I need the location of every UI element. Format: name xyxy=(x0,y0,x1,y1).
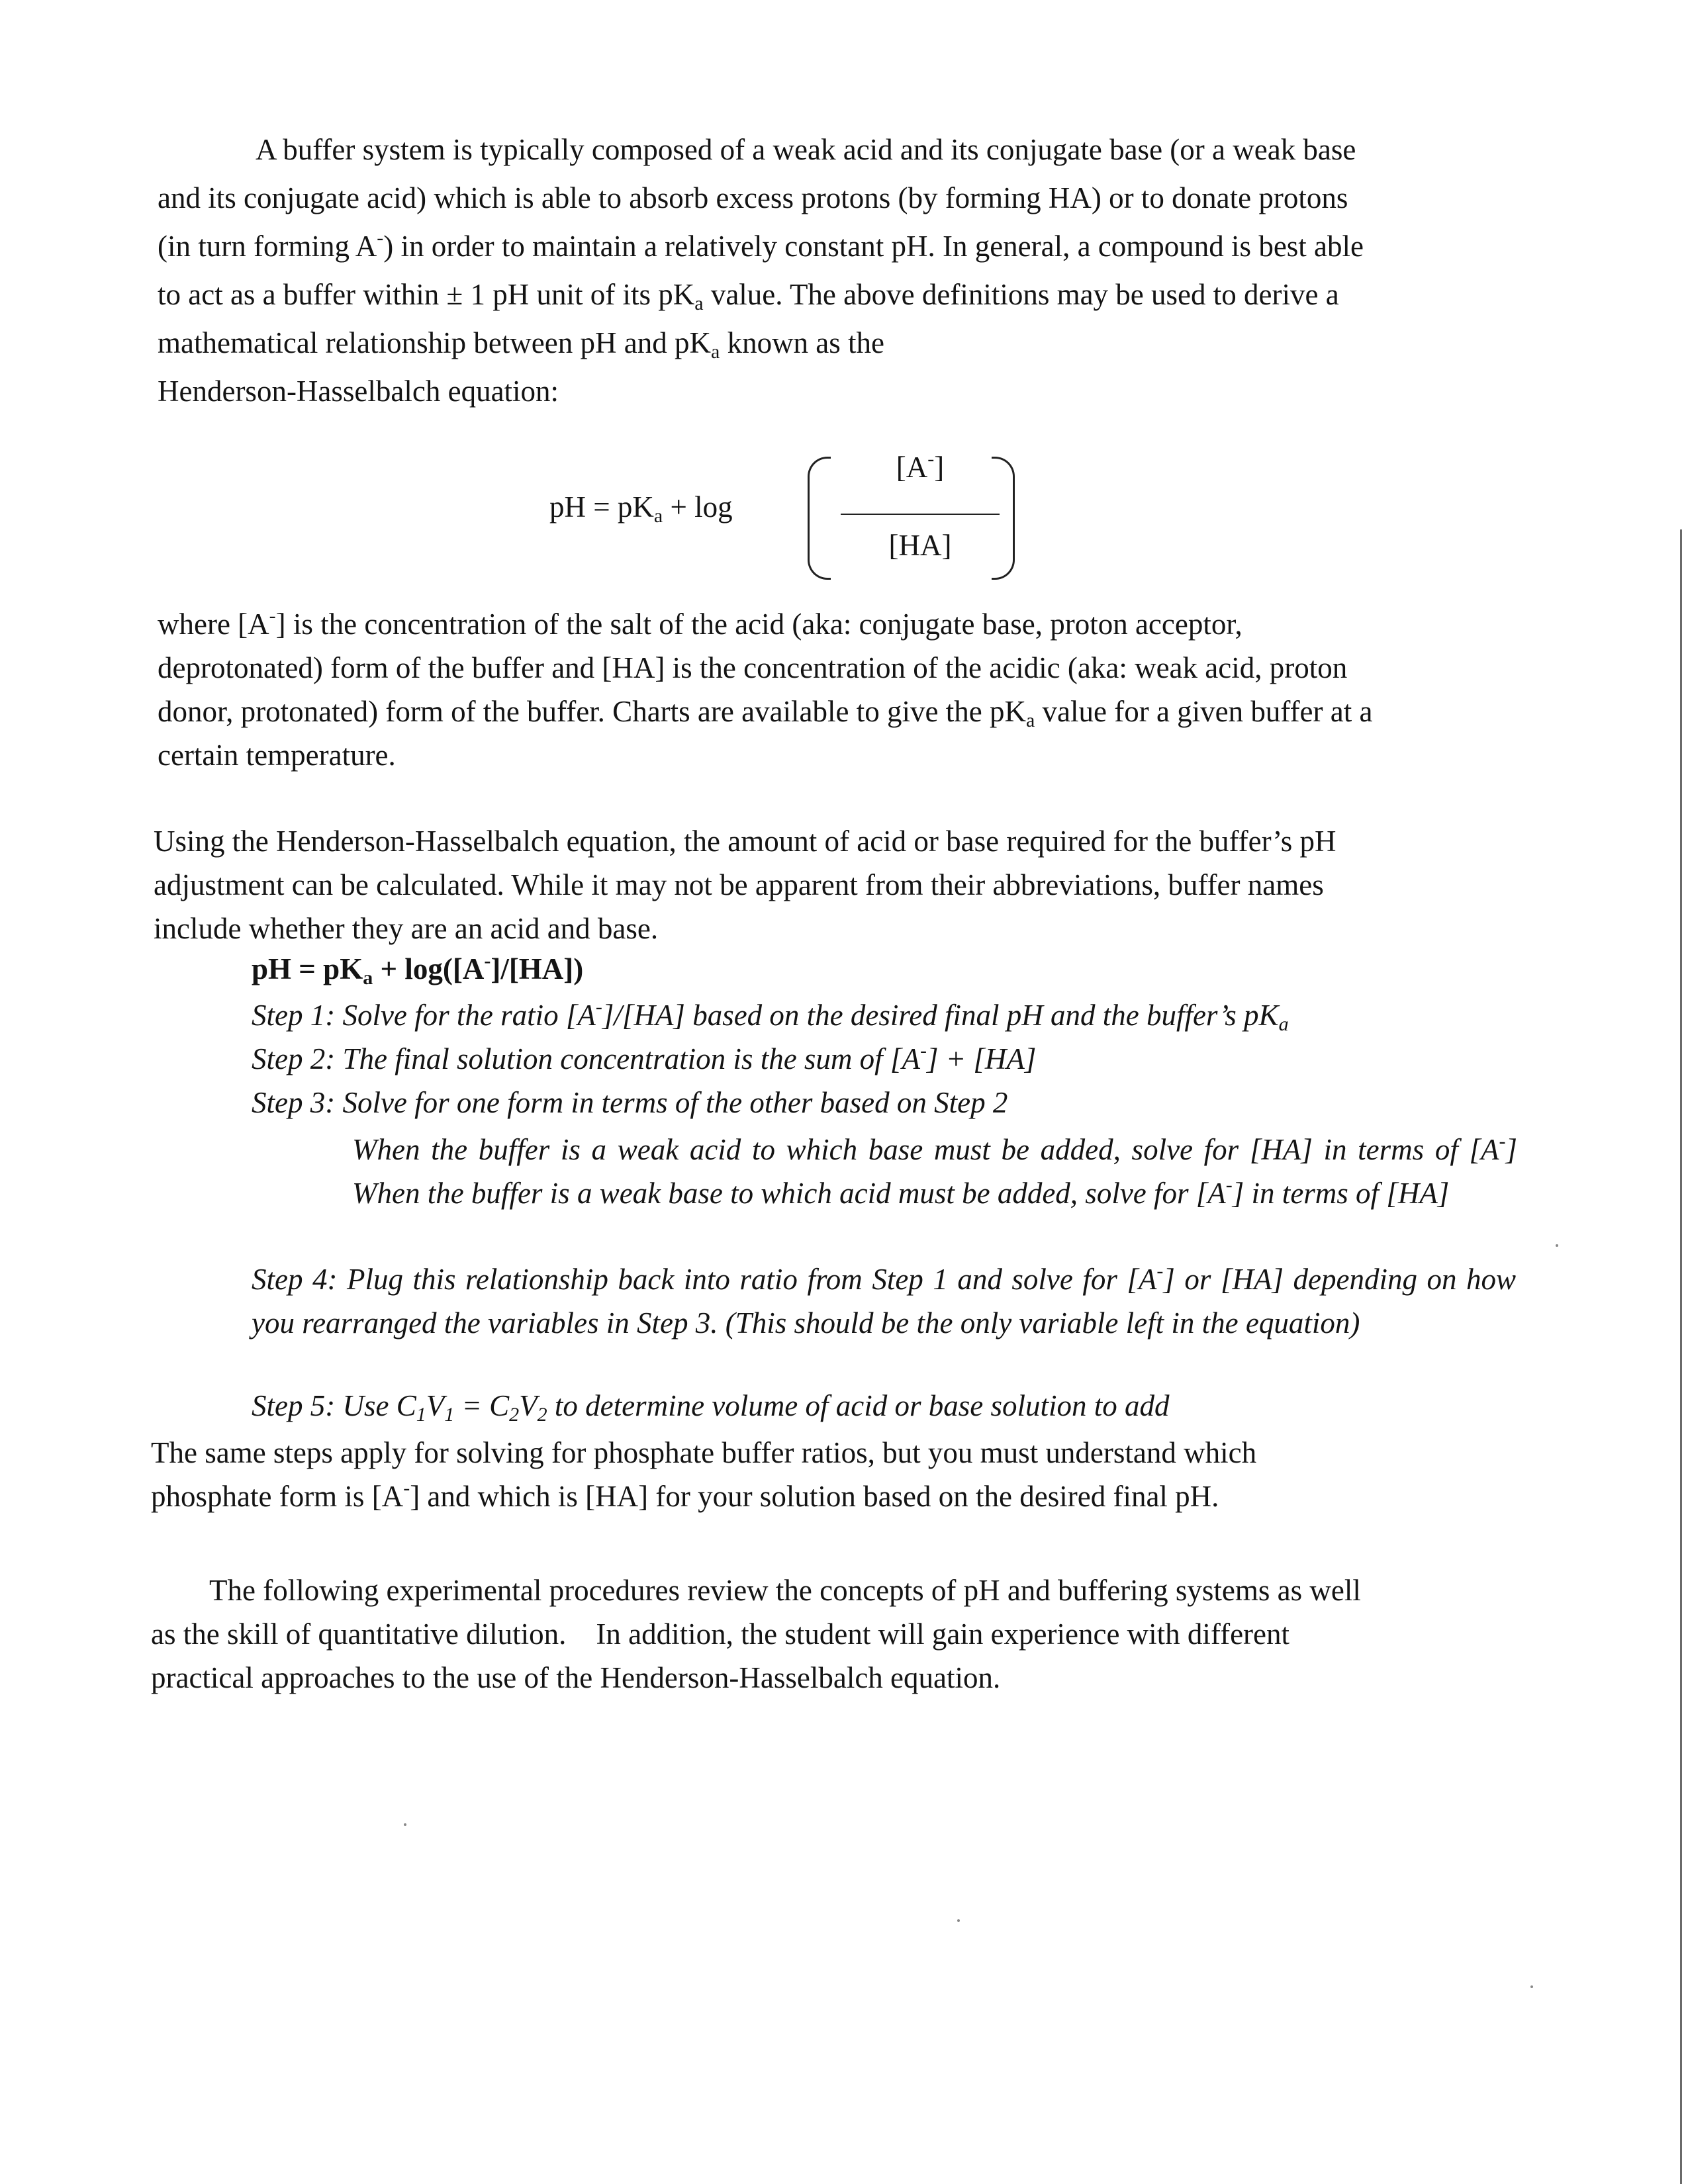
subscript-a: a xyxy=(710,341,720,363)
scan-edge-line xyxy=(1680,529,1682,2184)
phosphate-text: phosphate form is [A xyxy=(151,1480,404,1513)
phosphate-text: ] and which is [HA] for your solution based on the desired final pH. xyxy=(410,1480,1219,1513)
intro-text: value. The above definitions may be used to derive a xyxy=(703,278,1339,311)
superscript-minus: - xyxy=(484,950,491,972)
subscript-2: 2 xyxy=(509,1404,520,1426)
phosphate-paragraph xyxy=(151,1431,1513,1518)
definition-line-3 xyxy=(158,690,1513,733)
step-text: V xyxy=(426,1389,445,1422)
procedures-text: The following experimental procedures review the concepts of pH and buffering systems as well xyxy=(209,1574,1361,1607)
step-text: V xyxy=(519,1389,538,1422)
step-text: = C xyxy=(454,1389,510,1422)
intro-text: (in turn forming A xyxy=(158,230,377,263)
superscript-minus: - xyxy=(919,1040,927,1062)
subscript-1: 1 xyxy=(444,1404,455,1426)
subscript-a: a xyxy=(1025,709,1035,731)
equation-text: pH = pK xyxy=(549,490,654,523)
step-1 xyxy=(252,996,1289,1035)
superscript-minus: - xyxy=(595,996,602,1018)
subscript-a: a xyxy=(1278,1013,1289,1035)
step-text: When the buffer is a weak acid to which base must be added, solve for [HA] in terms of [A xyxy=(352,1133,1499,1166)
intro-line-4 xyxy=(158,271,1520,319)
step-3-detail xyxy=(352,1128,1517,1215)
henderson-hasselbalch-equation xyxy=(549,450,1013,582)
procedures-text: practical approaches to the use of the Henderson-Hasselbalch equation. xyxy=(151,1661,1001,1694)
superscript-minus: - xyxy=(927,448,935,470)
definition-text: deprotonated) form of the buffer and [HA] is the concentration of the acidic (aka: weak acid, proton xyxy=(158,651,1348,684)
intro-line-2 xyxy=(158,174,1520,222)
superscript-minus: - xyxy=(1156,1260,1164,1282)
usage-text: adjustment can be calculated. While it may not be apparent from their abbreviations, buffer names xyxy=(154,868,1324,901)
step-text: ] When the buffer is a weak base to which acid must be added, solve for [A xyxy=(352,1133,1517,1210)
step-text: Step 3: Solve for one form in terms of the other based on Step 2 xyxy=(252,1086,1008,1119)
step-text: Step 5: Use C xyxy=(252,1389,416,1422)
step-3 xyxy=(252,1085,1008,1120)
equation-text: ] xyxy=(934,451,945,484)
scan-speck xyxy=(957,1919,960,1922)
procedures-line-2 xyxy=(151,1612,1513,1656)
superscript-minus: - xyxy=(377,227,384,249)
definition-text: certain temperature. xyxy=(158,739,396,772)
step-2 xyxy=(252,1042,1036,1076)
right-bracket xyxy=(992,457,1015,580)
intro-text: ) in order to maintain a relatively constant pH. In general, a compound is best able xyxy=(383,230,1364,263)
subscript-a: a xyxy=(653,505,663,527)
formula-text: pH = pK xyxy=(252,952,363,985)
equation-denominator: [HA] xyxy=(888,529,952,562)
intro-text: known as the xyxy=(720,326,885,359)
procedures-line-3 xyxy=(151,1656,1513,1700)
intro-text: A buffer system is typically composed of a weak acid and its conjugate base (or a weak base xyxy=(256,133,1356,166)
step-text: Step 1: Solve for the ratio [A xyxy=(252,999,596,1032)
intro-text: and its conjugate acid) which is able to absorb excess protons (by forming HA) or to donate protons xyxy=(158,181,1348,214)
procedures-paragraph xyxy=(151,1569,1513,1700)
step-text: Step 4: Plug this relationship back into ratio from Step 1 and solve for [A xyxy=(252,1263,1157,1296)
step-text: ] or [HA] depending on how you rearranged the variables in Step 3. (This should be the only variable left in the equation) xyxy=(252,1263,1516,1340)
intro-text: Henderson-Hasselbalch equation: xyxy=(158,375,559,408)
usage-line-1 xyxy=(154,819,1513,863)
step-4 xyxy=(252,1257,1516,1345)
subscript-a: a xyxy=(694,293,704,314)
intro-line-3 xyxy=(158,222,1520,271)
usage-line-3 xyxy=(154,907,1513,950)
phosphate-text: The same steps apply for solving for phosphate buffer ratios, but you must understand which xyxy=(151,1436,1257,1469)
usage-text: include whether they are an acid and base. xyxy=(154,912,659,945)
subscript-1: 1 xyxy=(416,1404,426,1426)
definition-line-1 xyxy=(158,602,1513,646)
scan-speck xyxy=(1556,1244,1558,1247)
procedures-text: as the skill of quantitative dilution. In addition, the student will gain experience with different xyxy=(151,1617,1290,1651)
intro-line-1 xyxy=(158,126,1520,174)
phosphate-line-2 xyxy=(151,1475,1513,1518)
equation-lhs xyxy=(549,490,733,527)
intro-paragraph xyxy=(158,126,1520,416)
subscript-a: a xyxy=(363,967,373,989)
scan-speck xyxy=(1530,1985,1533,1988)
equation-text: + log xyxy=(663,490,733,523)
equation-numerator xyxy=(854,450,986,484)
step-text: ]/[HA] based on the desired final pH and the buffer’s pK xyxy=(602,999,1279,1032)
usage-text: Using the Henderson-Hasselbalch equation, the amount of acid or base required for the buffer’s pH xyxy=(154,825,1336,858)
superscript-minus: - xyxy=(1225,1174,1233,1196)
step-text: ] + [HA] xyxy=(926,1042,1037,1075)
superscript-minus: - xyxy=(1499,1130,1506,1152)
definition-text: value for a given buffer at a xyxy=(1035,695,1373,728)
step-5 xyxy=(252,1388,1170,1426)
formula-line xyxy=(252,950,584,989)
superscript-minus: - xyxy=(403,1477,410,1499)
definition-line-4 xyxy=(158,733,1513,777)
step-text: Step 2: The final solution concentration is the sum of [A xyxy=(252,1042,920,1075)
phosphate-line-1 xyxy=(151,1431,1513,1475)
step-text: ] in terms of [HA] xyxy=(1232,1177,1450,1210)
intro-line-6 xyxy=(158,367,1520,416)
scan-speck xyxy=(404,1823,406,1826)
intro-text: to act as a buffer within ± 1 pH unit of its pK xyxy=(158,278,695,311)
left-bracket xyxy=(808,457,831,580)
intro-line-5 xyxy=(158,319,1520,367)
step-text: to determine volume of acid or base solution to add xyxy=(547,1389,1170,1422)
definition-text: donor, protonated) form of the buffer. Charts are available to give the pK xyxy=(158,695,1026,728)
formula-text: ]/[HA]) xyxy=(491,952,584,985)
usage-paragraph xyxy=(154,819,1513,950)
definition-text: where [A-] is the concentration of the salt of the acid (aka: conjugate base, proton acceptor, xyxy=(158,605,1243,641)
superscript-minus: - xyxy=(269,605,276,627)
definition-line-2 xyxy=(158,646,1513,690)
intro-text: mathematical relationship between pH and pK xyxy=(158,326,711,359)
definition-paragraph xyxy=(158,602,1513,777)
usage-line-2 xyxy=(154,863,1513,907)
formula-text: + log([A xyxy=(373,952,485,985)
subscript-2: 2 xyxy=(537,1404,547,1426)
equation-text: [A xyxy=(896,451,928,484)
fraction-bar xyxy=(841,514,1000,515)
procedures-line-1 xyxy=(151,1569,1513,1612)
